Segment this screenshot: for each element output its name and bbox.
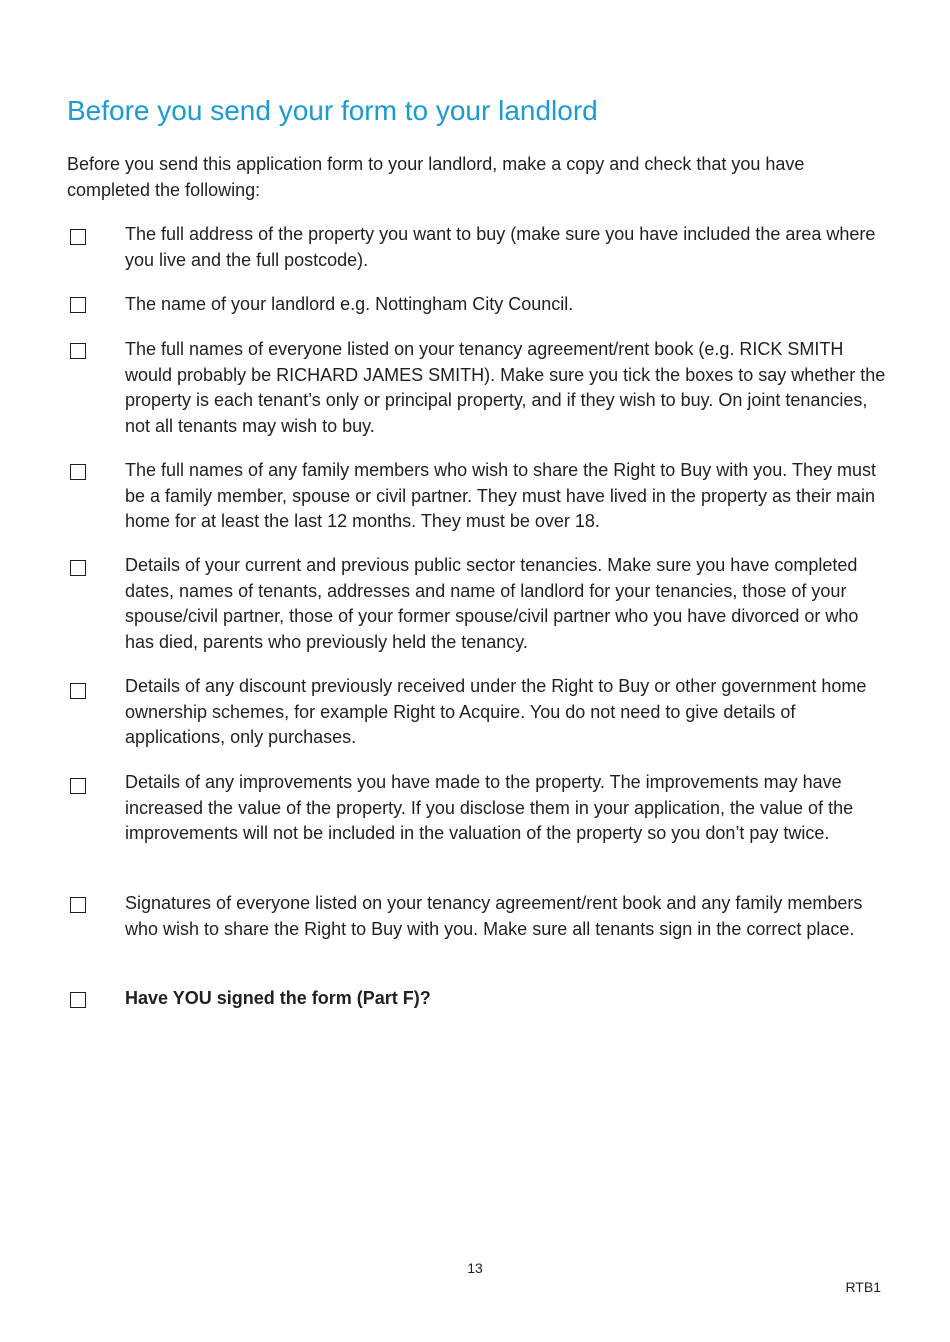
checkbox-signed-form[interactable] xyxy=(70,992,86,1008)
intro-paragraph: Before you send this application form to your landlord, make a copy and check that you have completed the following: xyxy=(67,154,805,200)
checklist-item-text: The full names of everyone listed on your tenancy agreement/rent book (e.g. RICK SMITH would probably be RICHARD JAMES SMITH). Make sure you tick the boxes to say whether the property is each tenant’s only or principal property, and if they wish to buy. On joint tenancies, not all tenants may wish to buy. xyxy=(125,339,886,436)
checklist-item-text: Signatures of everyone listed on your tenancy agreement/rent book and any family members who wish to share the Right to Buy with you. Make sure all tenants sign in the correct place. xyxy=(125,893,863,939)
checklist-item-text: The full names of any family members who wish to share the Right to Buy with you. They must be a family member, spouse or civil partner. They must have lived in the property as their main home for at least the last 12 months. They must be over 18. xyxy=(125,460,876,531)
checkbox-family-members[interactable] xyxy=(70,464,86,480)
checkbox-address[interactable] xyxy=(70,229,86,245)
checkbox-tenant-names[interactable] xyxy=(70,343,86,359)
checkbox-improvements[interactable] xyxy=(70,778,86,794)
page-title: Before you send your form to your landlord xyxy=(67,95,598,126)
checklist-item-text: The full address of the property you want to buy (make sure you have included the area where you live and the full postcode). xyxy=(125,224,876,270)
page-number: 13 xyxy=(467,1260,483,1276)
checkbox-previous-discount[interactable] xyxy=(70,683,86,699)
checkbox-landlord-name[interactable] xyxy=(70,297,86,313)
checkbox-previous-tenancies[interactable] xyxy=(70,560,86,576)
checklist-item-text: Details of any discount previously received under the Right to Buy or other government home ownership schemes, for example Right to Acquire. You do not need to give details of applications, only purchases. xyxy=(125,676,867,747)
checklist-item-text: Details of your current and previous public sector tenancies. Make sure you have completed dates, names of tenants, addresses and name of landlord for your tenancies, those of your spouse/civil partner, those of your former spouse/civil partner who you have divorced or who has died, parents who previously held the tenancy. xyxy=(125,555,859,652)
checklist-item-text: The name of your landlord e.g. Nottingham City Council. xyxy=(125,294,574,314)
checklist-item-text: Have YOU signed the form (Part F)? xyxy=(125,988,431,1008)
checkbox-signatures[interactable] xyxy=(70,897,86,913)
form-code: RTB1 xyxy=(845,1279,881,1295)
checklist-item-text: Details of any improvements you have made to the property. The improvements may have increased the value of the property. If you disclose them in your application, the value of the improvements will not be included in the valuation of the property so you don’t pay twice. xyxy=(125,772,854,843)
